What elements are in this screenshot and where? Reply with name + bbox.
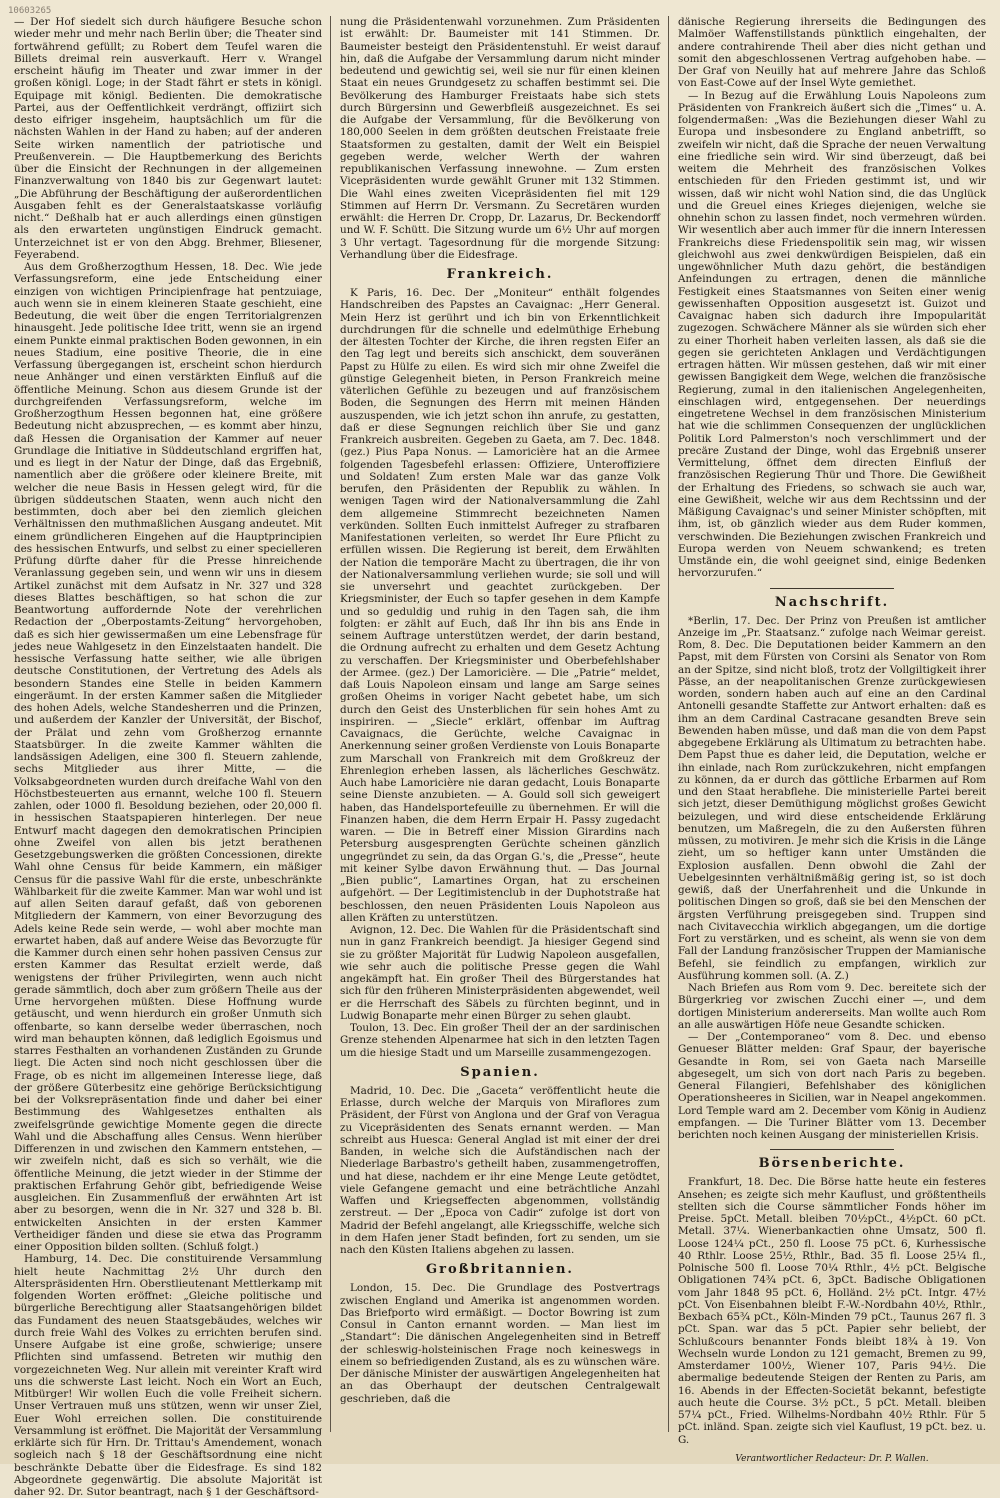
section-heading-great-britain: Großbritannien. <box>426 1262 574 1278</box>
danish-report-continued: dänische Regierung ihrerseits die Bedingungen des Malmöer Waffenstillstands pünktlich eingehalten, der andere contrahirende Theil aber dies nicht gethan und somit den abgeschlossenen Vertrag aufgehoben habe. — Der Graf von Neuilly hat auf mehrere Jahre das Schloß von East-Cowe auf der Insel Wyte gemiethet. <box>678 16 986 90</box>
column-rule-left <box>330 16 331 1432</box>
editor-signature: Verantwortlicher Redacteur: Dr. P. Wallen. <box>735 1453 929 1464</box>
hessen-constitution-article: Aus dem Großherzogthum Hessen, 18. Dec. Wie jede Verfassungsreform, eine jede Entscheidung einer einzigen von wichtigen Principienfrage hat pentzuiage, auch wenn sie in einem kleineren Staate geschieht, eine Bedeutung, die weit über die engen Territorialgrenzen hinausgeht. Jede politische Idee tritt, wenn sie an irgend einem Punkte einmal praktischen Boden gewonnen, in ein neues Stadium, eine positive Theorie, die in eine Verfassung übergegangen ist, erscheint schon hierdurch neue Anhänger und einen verstärkten Einfluß auf die öffentliche Meinung. Schon aus diesem Grunde ist der durchgreifenden Verfassungsreform, welche im Großherzogthum Hessen begonnen hat, eine größere Bedeutung nicht abzusprechen, — es kommt aber hinzu, daß Hessen die Organisation der Kammer auf neuer Grundlage die Initiative in Süddeutschland ergriffen hat, und es liegt in der Natur der Dinge, daß das Ergebniß, namentlich aber die größere oder kleinere Breite, mit welcher die neue Basis in Hessen gelegt wird, für die übrigen süddeutschen Staaten, wenn auch nicht den bestimmten, doch aber bei den ziemlich gleichen Verhältnissen den muthmaßlichen Ausgang andeutet. Mit einem gründlicheren Eingehen auf die Hauptprincipien des hessischen Entwurfs, und selbst zu einer specielleren Prüfung dürfte daher für die Presse hinreichende Veranlassung gegeben sein, und wenn wir uns in diesem Artikel zunächst mit dem Aufsatz in Nr. 327 und 328 dieses Blattes beschäftigen, so hat schon die zur Beantwortung auffordernde Note der verehrlichen Redaction der „Oberpostamts-Zeitung“ hervorgehoben, daß es sich hier gewissermaßen um eine Lebensfrage für jedes neue Wahlgesetz in den Einzelstaaten handelt. Die hessische Verfassung hatte seither, wie alle übrigen deutsche Constitutionen, der Vertretung des Adels als besondern Standes eine Stelle in beiden Kammern eingeräumt. In der ersten Kammer saßen die Mitglieder des hohen Adels, welche Standesherren und die Prinzen, und außerdem der Kanzler der Universität, der Bischof, der Prälat und zehn vom Großherzog ernannte Staatsbürger. In die zweite Kammer wählten die landsässigen Adeligen, eine 300 fl. Steuern zahlende, sechs Mitglieder aus ihrer Mitte, — die Volksabgeordneten wurden durch dreifache Wahl von den Höchstbesteuerten aus ernannt, welche 100 fl. Steuern zahlen, oder 1000 fl. Besoldung beziehen, oder 20,000 fl. in hessischen Staatspapieren hinterlegen. Der neue Entwurf macht dagegen den demokratischen Principien ohne Zweifel von allen bis jetzt berathenen Gesetzgebungswerken die größten Concessionen, direkte Wahl ohne Census für beide Kammern, ein mäßiger Census für die passive Wahl für die erste, unbeschränkte Wählbarkeit für die zweite Kammer. Man war wohl und ist auf allen Seiten darauf gefaßt, daß von geborenen Mitgliedern der Kammern, von einer Bevorzugung des Adels keine Rede sein werde, — wohl aber mochte man erwartet haben, daß auf andere Weise das Bevorzugte für die Kammer durch einen sehr hohen passiven Census zur ersten Kammer das Resultat erzielt werde, daß wenigstens der früher Privilegirten, wenn auch nicht gerade sämmtlich, doch aber zum größern Theile aus der Urne hervorgehen müßten. Diese Hoffnung wurde getäuscht, und wenn hierdurch ein großer Unmuth sich offenbarte, so kann derselbe weder überraschen, noch wird man behaupten können, daß lediglich Egoismus und starres Festhalten an vorhandenen Zuständen zu Grunde liegt. Die Acten sind noch nicht geschlossen über die Frage, ob es nicht im allgemeinen Interesse liege, daß der größere Güterbesitz eine gehörige Berücksichtigung bei der Volksrepräsentation finde und daher bei einer Bestimmung des Wahlgesetzes enthalten als zweifelsgründe gewichtige Momente gegen die directe Wahl und die Abschaffung alles Census. Wenn hierüber Differenzen in und zwischen den Kammern entstehen, — wir zweifeln nicht, daß es sich so verhält, wie die öffentliche Meinung, die jetzt wieder in der Stimme der praktischen Erfahrung Gehör gibt, befriedigende Weise ausgleichen. Ein Zusammenfluß der erwähnten Art ist aber zu besorgen, wenn die in Nr. 327 und 328 b. Bl. entwickelten Ansichten in der ersten Kammer Vertheidiger fänden und diese sie etwa das Programm einer Opposition bilden sollten. (Schluß folgt.) <box>14 261 322 1253</box>
toulon-report: Toulon, 13. Dec. Ein großer Theil der an der sardinischen Grenze stehenden Alpenarmee hat sich in den letzten Tagen um die hiesige Stadt und um Marseille zusammengezogen. <box>340 1022 660 1059</box>
section-divider <box>770 1149 893 1150</box>
article-columns <box>8 16 992 1498</box>
column-right <box>672 16 992 1464</box>
section-heading-postscript: Nachschrift. <box>774 594 890 610</box>
avignon-report: Avignon, 12. Dec. Die Wahlen für die Präsidentschaft sind nun in ganz Frankreich beendigt. Ja hiesiger Gegend sind sie zu größter Majorität für Ludwig Napoleon ausgefallen, wie sehr auch die politische Presse gegen die Wahl angekämpft hat. Ein großer Theil des Bürgerstandes hat sich für den früheren Ministerpräsidenten abgewendet, weil er die Herrschaft des Säbels zu fürchten beginnt, und in Ludwig Bonaparte mehr einen Bürger zu sehen glaubt. <box>340 924 660 1022</box>
document-id: 10603265 <box>8 6 52 16</box>
madrid-report: Madrid, 10. Dec. Die „Gaceta“ veröffentlicht heute die Erlasse, durch welche der Marquis von Miraflores zum Präsident, der Fürst von Anglona und der Graf von Veragua zu Vicepräsidenten des Senats ernannt werden. — Man schreibt aus Huesca: General Anglad ist mit einer der drei Banden, in welche sich die Aufständischen nach der Niederlage Barbastro's getheilt haben, zusammengetroffen, und hat diese, nachdem er ihr eine Menge Leute getödtet, viele Gefangene gemacht und eine beträchtliche Anzahl Waffen und Kriegseffecten abgenommen, vollständig zerstreut. — Der „Epoca von Cadir“ zufolge ist dort von Madrid der Befehl angelangt, alle Kriegsschiffe, welche sich in dem Hafen jener Stadt befinden, fort zu senden, um sie nach den Küsten Italiens abgehen zu lassen. <box>340 1084 660 1256</box>
section-divider <box>770 588 893 589</box>
section-heading-france: Frankreich. <box>446 267 554 282</box>
column-middle <box>334 16 666 1432</box>
section-heading-spain: Spanien. <box>460 1064 540 1080</box>
rome-letters-report: Nach Briefen aus Rom vom 9. Dec. bereitete sich der Bürgerkrieg vor zwischen Zucchi einer —, und dem dortigen Ministerium andererseits. Man wollte auch Rom an alle auswärtigen Höfe neue Gesandte schicken. <box>678 982 986 1031</box>
section-heading-stock-reports: Börsenberichte. <box>758 1156 906 1172</box>
hamburg-assembly-report: Hamburg, 14. Dec. Die constituirende Versammlung hielt heute Nachmittag 2½ Uhr durch den Alterspräsidenten Hrn. Oberstlieutenant Mettlerkamp mit folgenden Worten eröffnet: „Gleiche politische und bürgerliche Berechtigung aller Staatsangehörigen bildet das Fundament des neuen Staatsgebäudes, welches wir durch freie Wahl des Volkes zu errichten berufen sind. Unsere Aufgabe ist eine große, schwierige; unsere Pflichten sind umfassend. Betreten wir muthig den vorgezeichneten Weg. Nur allein mit vereinter Kraft wird uns die schwerste Last leicht. Noch ein Wort an Euch, Mitbürger! Wir wollen Euch die volle Freiheit sichern. Unser Vertrauen muß uns stützen, wenn wir unser Ziel, Euer Wohl erreichen sollen. Die constituirende Versammlung ist eröffnet. Die Majorität der Versammlung erklärte sich für Hrn. Dr. Trittau's Amendement, wonach sogleich nach § 18 der Geschäftsordnung eine nicht beschränkte Debatte über die Eidesfrage. Es sind 182 Abgeordnete gegenwärtig. Die absolute Majorität ist daher 92. Dr. Sutor beantragt, nach § 1 der Geschäftsord- <box>14 1253 322 1498</box>
times-quote-report: — In Bezug auf die Erwählung Louis Napoleons zum Präsidenten von Frankreich äußert sich die „Times“ u. A. folgendermaßen: „Was die Beziehungen dieser Wahl zu Europa und insbesondere zu England anbetrifft, so zweifeln wir nicht, daß die Sprache der neuen Verwaltung eine friedliche sein wird. Wir sind überzeugt, daß bei weitem die Mehrheit des französischen Volkes entschieden für den Frieden gestimmt ist, und wir wissen, daß wir nicht wohl Nation sind, die das Unglück und die Greuel eines Krieges diejenigen, welche sie ohnehin schon zu lassen findet, noch vermehren würden. Wir wesentlich aber auch immer für die innern Interessen Frankreichs diese Friedenspolitik sein mag, wir wissen gleichwohl aus zwei denkwürdigen Beispielen, daß ein ungewöhnlicher Muth dazu gehört, die beständigen Anfeindungen zu ertragen, denen die männliche Festigkeit eines Staatsmannes von Seiten einer wenig gewissenhaften Opposition ausgesetzt ist. Guizot und Cavaignac haben sich dadurch ihre Impopularität zugezogen. Schwächere Männer als sie würden sich eher zu einer Thorheit haben verleiten lassen, als daß sie die gegen sie gerichteten Anklagen und Verdächtigungen ertragen hätten. Wir müssen gestehen, daß wir mit einer gewissen Bangigkeit dem Wege, welchen die französische Regierung, zumal in den italienischen Angelegenheiten, einschlagen wird, entgegensehen. Der neuerdings eingetretene Wechsel in dem französischen Ministerium hat wie die schlimmen Consequenzen der unglücklichen Politik Lord Palmerston's noch verschlimmert und der precäre Zustand der Dinge, wohl das Ergebniß unserer Vermittelung, öffnet dem directen Einfluß der französischen Regierung Thür und Thore. Die Gewißheit der Erhaltung des Friedens, so schwach sie auch war, eine Gewißheit, welche wir aus dem Rechtssinn und der Mäßigung Cavaignac's und seiner Minister schöpften, mit ihm, ist, ob gänzlich wieder aus dem Ruder kommen, verschwinden. Die Beziehungen zwischen Frankreich und Europa werden von Neuem schwankend; es treten Umstände ein, die wohl geeignet sind, einige Bedenken hervorzurufen.“ <box>678 89 986 580</box>
frankfurt-stock-report: Frankfurt, 18. Dec. Die Börse hatte heute ein festeres Ansehen; es zeigte sich mehr Kauflust, und größtentheils stellten sich die Course sämmtlicher Fonds höher im Preise. 5pCt. Metall. bleiben 70½pCt., 4½pCt. 60 pCt. Metall. 37¼. Wienerbankactien ohne Umsatz, 500 fl. Loose 124¼ pCt., 250 fl. Loose 75 pCt. 6, Kurhessische 40 Rthlr. Loose 25½, Rthlr., Bad. 35 fl. Loose 25¼ fl., Polnische 500 fl. Loose 70¼ Rthlr., 4½ pCt. Belgische Obligationen 74¾ pCt. 6, 3pCt. Badische Obligationen vom Jahr 1848 95 pCt. 6, Holländ. 2½ pCt. Intgr. 47½ pCt. Von Eisenbahnen bleibt F.-W.-Nordbahn 40½, Rthlr., Bexbach 65¾ pCt., Köln-Minden 79 pCt., Taunus 267 fl. 3 pCt. Span. war das 5 pCt. Papier sehr beliebt, der Schlußcours benannter Fonds bleibt 18¾ à 19. Von Wechseln wurde London zu 121 gemacht, Bremen zu 99, Amsterdamer 100½, Wiener 107, Paris 94½. Die abermalige bedeutende Steigen der Renten zu Paris, am 16. Abends in der Effecten-Societät bekannt, befestigte auch heute die Course. 3½ pCt., 5 pCt. Metall. bleiben 57¼ pCt., Fried. Wilhelms-Nordbahn 40½ Rthlr. Für 5 pCt. inländ. Span. zeigte sich viel Kauflust, 19 pCt. bez. u. G. <box>678 1176 986 1446</box>
hamburg-assembly-continued: nung die Präsidentenwahl vorzunehmen. Zum Präsidenten ist erwählt: Dr. Baumeister mit 141 Stimmen. Dr. Baumeister besteigt den Präsidentenstuhl. Er weist darauf hin, daß die Aufgabe der Versammlung darum nicht minder bedeutend und gewichtig sei, weil sie nur für einen kleinen Staat ein neues Grundgesetz zu schaffen bestimmt sei. Die Bevölkerung des Hamburger Freistaats habe sich stets durch Bürgersinn und Gewerbfleiß ausgezeichnet. Es sei die Aufgabe der Versammlung, für die Bevölkerung von 180,000 Seelen in dem größten deutschen Freistaate freie Staatsformen zu gestalten, damit der Welt ein Beispiel gegeben werde, welcher Werth der wahren republikanischen Verfassung innewohne. — Zum ersten Vicepräsidenten wurde gewählt Gruner mit 132 Stimmen. Die Wahl eines zweiten Vicepräsidenten fiel mit 129 Stimmen auf Herrn Dr. Versmann. Zu Secretären wurden erwählt: die Herren Dr. Cropp, Dr. Lazarus, Dr. Beckendorff und W. F. Schütt. Die Sitzung wurde um 6½ Uhr auf morgen 3 Uhr vertagt. Tagesordnung für die morgende Sitzung: Verhandlung über die Eidesfrage. <box>340 16 660 261</box>
paris-report: K Paris, 16. Dec. Der „Moniteur“ enthält folgendes Handschreiben des Papstes an Cavaignac: „Herr General. Mein Herz ist gerührt und ich bin von Erkenntlichkeit durchdrungen für die schnelle und edelmüthige Erhebung der ältesten Tochter der Kirche, die ihren regsten Eifer an den Tag legt und bereits sich anschickt, dem souveränen Papst zu Hülfe zu eilen. Es wird sich mir ohne Zweifel die günstige Gelegenheit bieten, in Person Frankreich meine väterlichen Gefühle zu bezeugen und auf französischem Boden, die Segnungen des Herrn mit meinen Händen auszuspenden, wie ich jetzt schon ihn anrufe, zu gestatten, daß er diese Segnungen reichlich über Sie und ganz Frankreich ausbreiten. Gegeben zu Gaeta, am 7. Dec. 1848. (gez.) Pius Papa Nonus. — Lamoricière hat an die Armee folgenden Tagesbefehl erlassen: Offiziere, Unteroffiziere und Soldaten! Zum ersten Male war das ganze Volk berufen, den Präsidenten der Republik zu wählen. In wenigen Tagen wird der Nationalversammlung die Zahl dem allgemeine Stimmrecht bezeichneten Namen verkünden. Sollten Euch inmittelst Aufreger zu strafbaren Manifestationen verleiten, so werdet Ihr Eure Pflicht zu erfüllen wissen. Die Regierung ist bereit, dem Erwählten der Nation die temporäre Macht zu übertragen, die ihr von der Nationalversammlung verliehen wurde; sie soll und will sie unversehrt und geachtet zurückgeben. Der Kriegsminister, der Euch so tapfer gesehen in dem Kampfe und so geduldig und ruhig in den Tagen sah, die ihm folgten: er zählt auf Euch, daß Ihr ihn bis ans Ende in seinem Auftrage unterstützen werdet, der darin bestand, die Ordnung aufrecht zu erhalten und dem Gesetz Achtung zu verschaffen. Der Kriegsminister und Oberbefehlshaber der Armee. (gez.) Der Lamoricière. — Die „Patrie“ meldet, daß Louis Napoleon einsam und lange am Sarge seines großen Oheims in voriger Nacht gebetet habe, um sich durch den Geist des Unsterblichen für sein hohes Amt zu inspiriren. — „Siecle“ erklärt, offenbar im Auftrag Cavaignacs, die Gerüchte, welche Cavaignac in Anerkennung seiner großen Verdienste von Louis Bonaparte zum Marschall von Frankreich mit dem Großkreuz der Ehrenlegion erheben lassen, als lächerliches Geschwätz. Auch habe Lamoricière nie daran gedacht, Louis Bonaparte seine Dienste anzubieten. — A. Gould soll sich geweigert haben, das Handelsportefeuille zu übernehmen. Er will die Finanzen haben, die dem Herrn Erpair H. Passy zugedacht waren. — Die in Betreff einer Mission Girardins nach Petersburg ausgesprengten Gerüchte scheinen gänzlich ungegründet zu sein, da das Organ G.'s, die „Presse“, heute mit keiner Sylbe davon Erwähnung thut. — Das Journal „Bien public“, Lamartines Organ, hat zu erscheinen aufgehört. — Der Legitimistenclub in der Duphotstraße hat beschlossen, den neuen Präsidenten Louis Napoleon aus allen Kräften zu unterstützen. <box>340 287 660 924</box>
berlin-rome-postscript: *Berlin, 17. Dec. Der Prinz von Preußen ist amtlicher Anzeige im „Pr. Staatsanz.“ zufolge nach Weimar gereist. Rom, 8. Dec. Die Deputationen beider Kammern an den Papst, mit dem Fürsten von Corsini als Senator von Rom an der Spitze, sind nicht bloß, trotz der Vollgiltigkeit ihrer Pässe, an der neapolitanischen Grenze zurückgewiesen worden, sondern haben auch auf eine an den Cardinal Antonelli gesandte Staffette zur Antwort erhalten: daß es ihm an dem Cardinal Castracane gesandten Breve sein Bewenden haben müsse, und daß man die von dem Papst abgegebene Erklärung als Ultimatum zu betrachten habe. Dem Papst thue es daher leid, die Deputation, welche er ihn einlade, nach Rom zurückzukehren, nicht empfangen zu können, da er durch das göttliche Erbarmen auf Rom und den Staat herabflehe. Die ministerielle Partei bereit sich jetzt, dieser Demüthigung möglichst großes Gewicht beizulegen, und wird diese entscheidende Erklärung benutzen, um Maßregeln, die zu den Außersten führen müssen, zu motiviren. Je mehr sich die Krisis in die Länge zieht, um so heftiger kann unter Umständen die Explosion ausfallen. Denn obwohl die Zahl der Uebelgesinnten verhältnißmäßig gering ist, so ist doch gewiß, daß der Unerfahrenheit und die Unkunde in politischen Dingen so groß, daß sie bei den Menschen der ärgsten Verführung preisgegeben sind. Truppen sind nach Civitavecchia wirklich abgegangen, um die dortige Fort zu verstärken, und es scheint, als wenn sie von dem Fall der Landung französischer Truppen der Mamianische Befehl, sie feindlich zu empfangen, wirklich zur Ausführung kommen soll. (A. Z.) <box>678 614 986 982</box>
column-rule-right <box>668 16 669 1432</box>
contemporaneo-report: — Der „Contemporaneo“ vom 8. Dec. und ebenso Genueser Blätter melden: Graf Spaur, der bayerische Gesandte in Rom, sei von Gaeta nach Marseille abgesegelt, um sich von dort nach Paris zu begeben. General Filangieri, Befehlshaber des königlichen Operationsheeres in Sicilien, war in Neapel angekommen. Lord Temple ward am 2. December vom König in Audienz empfangen. — Die Turiner Blätter vom 13. December berichten noch keinen Ausgang der ministeriellen Krisis. <box>678 1031 986 1141</box>
column-left <box>8 16 328 1498</box>
london-report: London, 15. Dec. Die Grundlage des Postvertrags zwischen England und Amerika ist angenommen worden. Das Briefporto wird ermäßigt. — Doctor Bowring ist zum Consul in Canton ernannt worden. — Man liest im „Standart“: Die dänischen Angelegenheiten sind in Betreff der schleswig-holsteinischen Frage noch keineswegs in einem so befriedigenden Zustand, als es zu wünschen wäre. Der dänische Minister der auswärtigen Angelegenheiten hat an das Oberhaupt der deutschen Centralgewalt geschrieben, daß die <box>340 1282 660 1405</box>
berlin-court-report: — Der Hof siedelt sich durch häufigere Besuche schon wieder mehr und mehr nach Berlin über; die Theater sind fortwährend gefüllt; zu Robert dem Teufel waren die Billets dreimal rein ausverkauft. Herr v. Wrangel erscheint häufig im Theater und zwar immer in der großen königl. Loge; in der Stadt fährt er stets in königl. Equipage mit königl. Bedienten. Die demokratische Partei, aus der Oeffentlichkeit verdrängt, offiziirt sich desto eifriger insgeheim, hauptsächlich um für die nächsten Wahlen in der Hand zu haben; auf der anderen Seite wirken namentlich der patriotische und Preußenverein. — Die Hauptbemerkung des Berichts über die Einsicht der Rechnungen in der allgemeinen Finanzverwaltung von 1840 bis zur Gegenwart lautet: „Die Abführung der Beschäftigung der außerordentlichen Ausgaben fehlt es der Generalstaatskasse vorläufig nicht.“ Deßhalb hat er auch allerdings einen günstigen als den erwarteten ungünstigen Eindruck gemacht. Unterzeichnet ist er von den Abgg. Brehmer, Bliesener, Feyerabend. <box>14 16 322 261</box>
